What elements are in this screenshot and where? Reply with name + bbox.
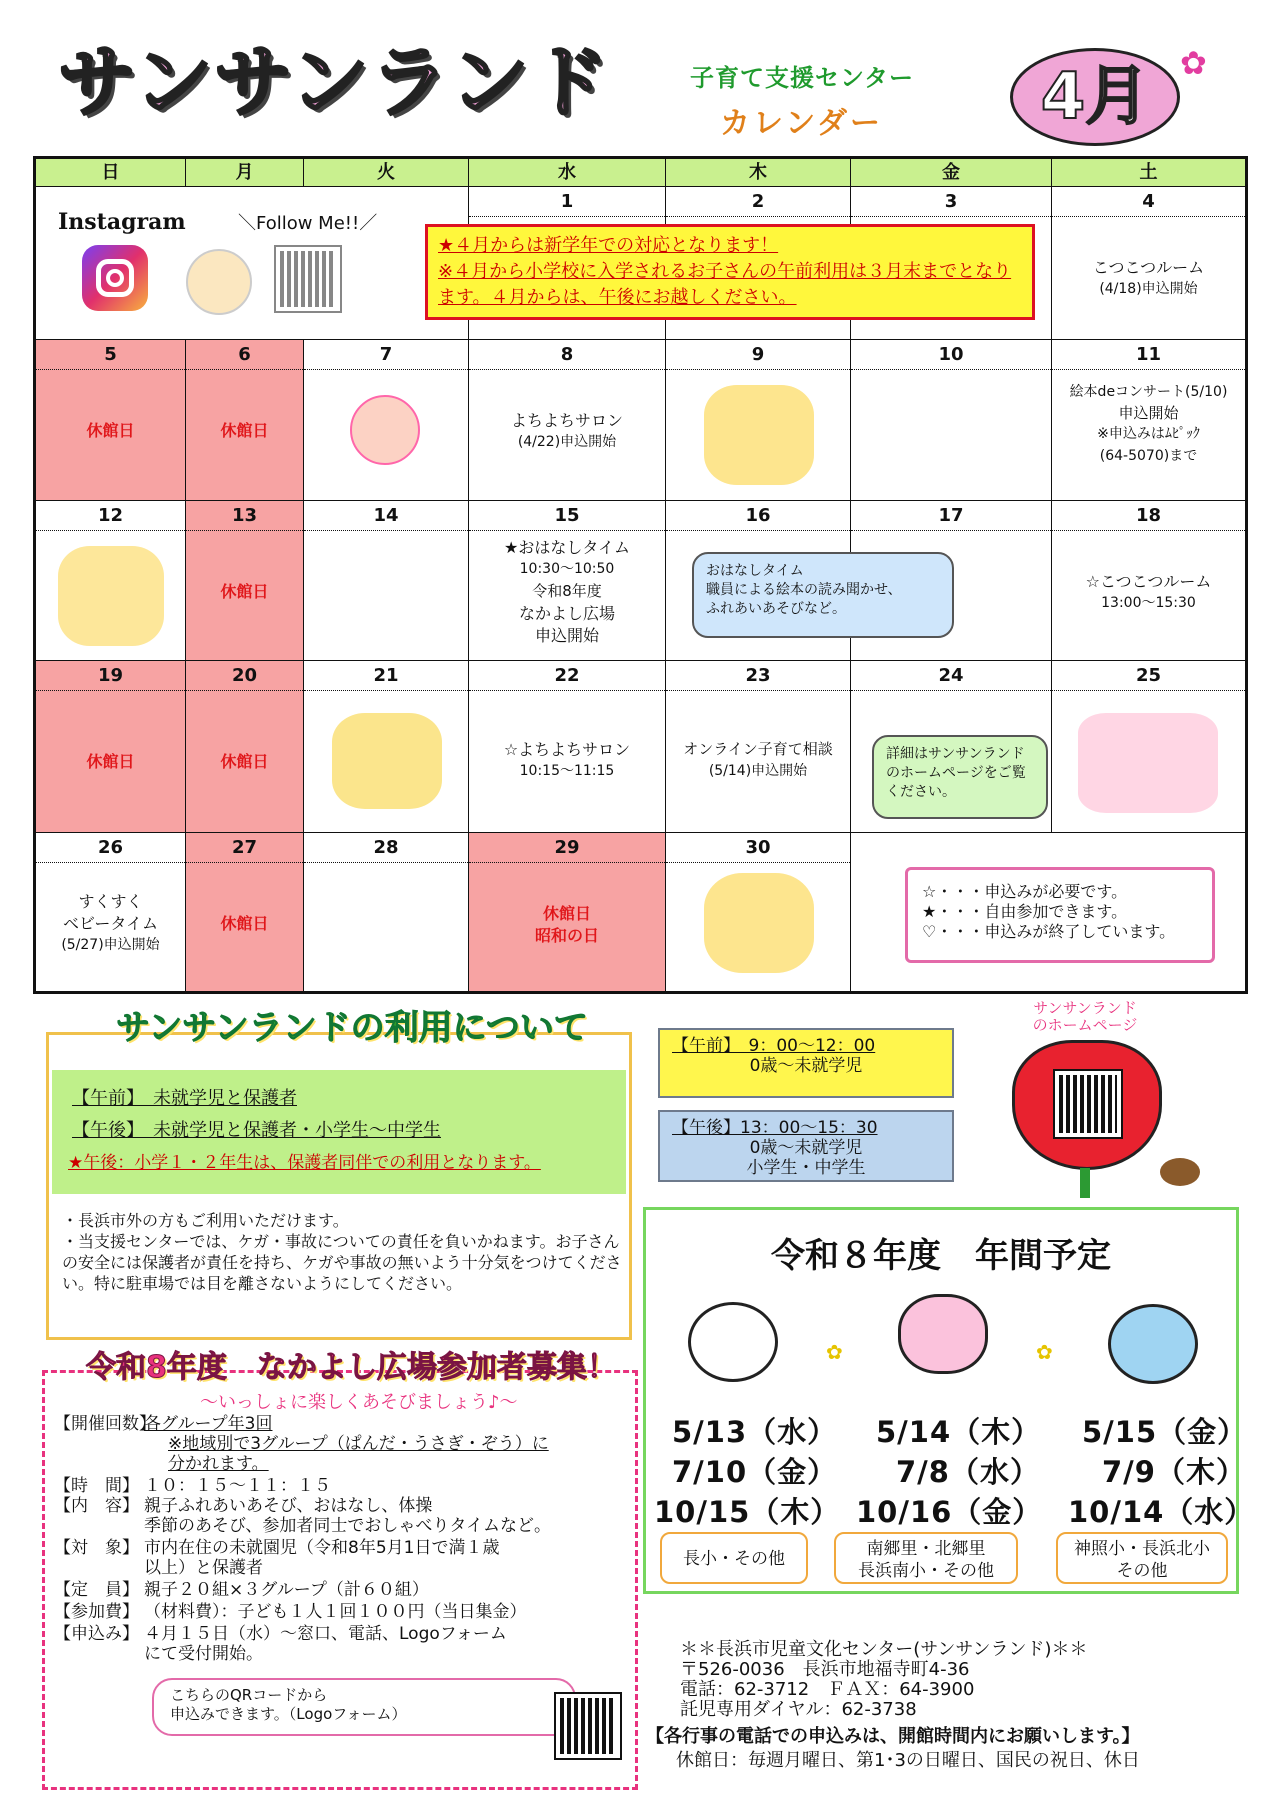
elephant-area (1056, 1532, 1228, 1584)
details-bubble (872, 735, 1048, 819)
recruit-key: 【開催回数】 (54, 1414, 156, 1434)
legend-item: ♡・・・申込みが終了しています。 (922, 922, 1176, 941)
day-cell-6 (186, 340, 304, 501)
subtitle-calendar: カレンダー (720, 106, 884, 141)
logo-form-qr-code[interactable] (556, 1694, 620, 1758)
day-cell-14 (304, 501, 469, 661)
event-text: ベビータイム (62, 914, 159, 933)
homepage-label-line: のホームページ (1032, 1016, 1138, 1034)
usage-title: サンサンランドの利用について (116, 1008, 588, 1048)
am-hours-box (658, 1028, 954, 1098)
event-text: なかよし広場 (518, 604, 615, 623)
page-title: サンサンランド (58, 38, 611, 128)
day-number: 3 (851, 187, 1051, 217)
bubble-text: おはなしタイム (706, 563, 804, 579)
day-cell-15 (469, 501, 666, 661)
footer-line: 託児専用ダイヤル：62-3738 (680, 1699, 917, 1720)
mascot-image (186, 249, 252, 315)
event-text: (64-5070)まで (1099, 448, 1198, 464)
event-text: 令和8年度 (532, 582, 602, 600)
panda-area: 長小・その他 (660, 1532, 808, 1584)
recruit-title: 令和8年度 なかよし広場参加者募集！ (86, 1350, 617, 1385)
event-text: すくすく (78, 892, 143, 911)
tulip-icon: ✿ (1036, 1340, 1053, 1364)
pm-hours-label: 【午後】13：00～15：30 (672, 1118, 878, 1138)
day-cell-10 (851, 340, 1052, 501)
weekday-tue: 火 (304, 159, 469, 187)
recruit-key: 【内 容】 (54, 1496, 139, 1516)
day-cell-23 (666, 661, 851, 833)
day-number: 21 (304, 661, 468, 691)
event-text: よちよちサロン (510, 411, 623, 430)
event-text: ※申込みはﾑﾋﾟｯｸ (1097, 426, 1200, 442)
day-number: 19 (36, 661, 185, 691)
day-number: 16 (666, 501, 850, 531)
day-number: 6 (186, 340, 303, 370)
usage-bullet: ・長浜市外の方もご利用いただけます。 (62, 1211, 349, 1230)
recruit-value: 分かれます。 (168, 1454, 269, 1474)
am-hours-target: 0歳～未就学児 (749, 1056, 863, 1076)
day-cell-26 (36, 833, 186, 991)
recruit-key: 【時 間】 (54, 1476, 139, 1496)
bear-arch-illustration (704, 873, 814, 973)
day-number: 11 (1052, 340, 1245, 370)
instagram-icon[interactable] (82, 245, 148, 311)
area-line: 長浜南小・その他 (858, 1561, 994, 1581)
day-number: 9 (666, 340, 850, 370)
day-cell-27 (186, 833, 304, 991)
weekday-fri: 金 (851, 159, 1052, 187)
recruit-value: １０：１５～１１：１５ (144, 1476, 331, 1496)
annual-title: 令和８年度 年間予定 (771, 1236, 1111, 1276)
recruit-value: ４月１５日（水）～窓口、電話、Logoフォーム (144, 1624, 507, 1644)
notice-box (425, 224, 1035, 320)
elephant-date-2: 7/9（木） (1102, 1455, 1246, 1489)
day-number: 30 (666, 833, 850, 863)
notice-line-1: ★４月からは新学年での対応となります！ (438, 235, 779, 256)
elephant-date-3: 10/14（水） (1068, 1495, 1255, 1529)
closed-label: 休館日 (86, 752, 135, 771)
pm-hours-target: 小学生・中学生 (746, 1158, 866, 1178)
area-line: その他 (1116, 1561, 1168, 1581)
recruit-key: 【申込み】 (54, 1624, 139, 1644)
bubble-text: ふれあいあそびなど。 (706, 601, 846, 617)
day-number: 20 (186, 661, 303, 691)
area-line: 神照小・長浜北小 (1074, 1539, 1210, 1559)
day-cell-20 (186, 661, 304, 833)
mole-illustration (1160, 1158, 1200, 1186)
day-number: 4 (1052, 187, 1245, 217)
usage-notes (62, 1210, 622, 1294)
event-text: こつこつルーム (1092, 258, 1205, 277)
usage-am: 【午前】 未就学児と保護者 (72, 1088, 297, 1109)
day-number: 28 (304, 833, 468, 863)
follow-label: ＼Follow Me!!／ (238, 213, 378, 234)
kittens-flowers-illustration (332, 713, 442, 809)
rabbit-area (834, 1532, 1018, 1584)
event-text: (5/27)申込開始 (61, 937, 160, 953)
footer-notice: 【各行事の電話での申込みは、開館時間内にお願いします。】 (646, 1726, 1140, 1747)
event-text: 申込開始 (1118, 404, 1179, 422)
day-cell-4 (1052, 187, 1245, 340)
event-text: 10:15～11:15 (519, 763, 615, 779)
footer-line: 〒526-0036 長浜市地福寺町4-36 (680, 1659, 970, 1680)
homepage-label-line: サンサンランド (1033, 999, 1137, 1017)
day-number: 18 (1052, 501, 1245, 531)
pm-hours-box (658, 1110, 954, 1182)
tulip-stem (1080, 1168, 1090, 1198)
cats-bouquet-illustration (58, 546, 164, 646)
footer-line: 電話：62-3712 ＦＡＸ：64-3900 (680, 1679, 975, 1700)
day-cell-12 (36, 501, 186, 661)
day-number: 26 (36, 833, 185, 863)
recruit-value: 親子２０組×３グループ（計６０組） (144, 1580, 429, 1600)
recruit-value: （材料費）：子ども１人１回１００円（当日集金） (144, 1602, 527, 1622)
day-cell-7 (304, 340, 469, 501)
event-text: ☆こつこつルーム (1085, 572, 1212, 591)
closed-label: 休館日 (542, 904, 591, 923)
legend-box (905, 867, 1215, 963)
recruit-value: 以上）と保護者 (144, 1558, 263, 1578)
baby-illustration (350, 395, 420, 465)
rabbit-icon (898, 1294, 988, 1374)
instagram-label: Instagram (58, 209, 186, 235)
qr-note-text: 申込みできます。（Logoフォーム） (170, 1705, 407, 1723)
event-text: (5/14)申込開始 (708, 763, 808, 779)
weekday-sat: 土 (1052, 159, 1245, 187)
event-text: 申込開始 (534, 626, 599, 645)
social-cell (36, 187, 469, 340)
event-text: 10:30～10:50 (519, 561, 615, 577)
closed-label: 休館日 (220, 914, 269, 933)
day-number: 10 (851, 340, 1051, 370)
rabbit-date-2: 7/8（水） (896, 1455, 1040, 1489)
panda-date-1: 5/13（水） (672, 1415, 838, 1449)
day-number: 22 (469, 661, 665, 691)
bubble-text: のホームページをご覧 (886, 765, 1026, 781)
event-text: ★おはなしタイム (503, 538, 631, 557)
day-cell-5 (36, 340, 186, 501)
month-badge: 4月 (1010, 48, 1180, 146)
closed-label: 休館日 (86, 421, 135, 440)
recruit-key: 【対 象】 (54, 1538, 139, 1558)
event-text: オンライン子育て相談 (683, 740, 833, 758)
panda-date-3: 10/15（木） (654, 1495, 841, 1529)
day-cell-25 (1052, 661, 1245, 833)
subtitle-center: 子育て支援センター (690, 64, 915, 92)
panda-date-2: 7/10（金） (672, 1455, 838, 1489)
homepage-label (1010, 1000, 1160, 1034)
footer-contact (680, 1640, 1088, 1720)
weekday-sun: 日 (36, 159, 186, 187)
day-number: 29 (469, 833, 665, 863)
day-cell-13 (186, 501, 304, 661)
storytime-bubble (692, 552, 954, 638)
event-text: 絵本deコンサート(5/10) (1069, 384, 1228, 400)
day-cell-19 (36, 661, 186, 833)
day-cell-18 (1052, 501, 1245, 661)
panda-icon (688, 1302, 778, 1382)
am-hours-label: 【午前】 9：00～12：00 (672, 1036, 876, 1056)
bear-tulip-illustration (704, 385, 814, 485)
day-cell-29 (469, 833, 666, 991)
legend-item: ★・・・自由参加できます。 (922, 902, 1128, 921)
recruit-subtitle: ～いっしょに楽しくあそびましょう♪～ (200, 1392, 518, 1413)
weekday-thu: 木 (666, 159, 851, 187)
day-number: 23 (666, 661, 850, 691)
event-text: (4/18)申込開始 (1099, 281, 1198, 297)
closed-label: 休館日 (220, 582, 269, 601)
holiday-label: 昭和の日 (534, 926, 599, 945)
day-cell-8 (469, 340, 666, 501)
day-number: 7 (304, 340, 468, 370)
weekday-mon: 月 (186, 159, 304, 187)
recruit-value: 市内在住の未就園児（令和8年5月1日で満１歳 (144, 1538, 500, 1558)
day-number: 25 (1052, 661, 1245, 691)
bubble-text: ください。 (886, 784, 956, 800)
event-text: 13:00～15:30 (1101, 595, 1196, 611)
footer-line: ＊＊長浜市児童文化センター(サンサンランド)＊＊ (680, 1639, 1088, 1660)
day-cell-22 (469, 661, 666, 833)
recruit-value: 各グループ年3回 (144, 1414, 273, 1434)
closed-label: 休館日 (220, 421, 269, 440)
day-cell-30 (666, 833, 851, 991)
qr-note (152, 1678, 576, 1736)
event-text: ☆よちよちサロン (503, 740, 631, 759)
day-number: 15 (469, 501, 665, 531)
day-number: 12 (36, 501, 185, 531)
usage-bullet: ・当支援センターでは、ケガ・事故についての責任を負いかねます。お子さんの安全には保護者が責任を持ち、ケガや事故の無いよう十分気をつけてください。特に駐車場では目を離さないようにしてください。 (62, 1232, 622, 1293)
day-number: 1 (469, 187, 665, 217)
day-cell-28 (304, 833, 469, 991)
day-number: 13 (186, 501, 303, 531)
day-number: 17 (851, 501, 1051, 531)
elephant-icon (1108, 1304, 1198, 1384)
notice-line-2: ※４月から小学校に入学されるお子さんの午前利用は３月末までとなります。４月からは、午後にお越しください。 (438, 261, 1012, 308)
bubble-text: 職員による絵本の読み聞かせ、 (706, 582, 902, 598)
recruit-value: 季節のあそび、参加者同士でおしゃべりタイムなど。 (144, 1516, 551, 1536)
recruit-value: にて受付開始。 (144, 1644, 263, 1664)
day-number: 14 (304, 501, 468, 531)
closed-label: 休館日 (220, 752, 269, 771)
day-number: 27 (186, 833, 303, 863)
day-number: 24 (851, 661, 1051, 691)
usage-note: ★午後：小学１・２年生は、保護者同伴での利用となります。 (68, 1153, 541, 1173)
day-number: 2 (666, 187, 850, 217)
usage-pm: 【午後】 未就学児と保護者・小学生～中学生 (72, 1120, 441, 1141)
day-cell-11 (1052, 340, 1245, 501)
recruit-key: 【定 員】 (54, 1580, 139, 1600)
footer-closed-days: 休館日：毎週月曜日、第1･3の日曜日、国民の祝日、休日 (676, 1750, 1140, 1771)
area-line: 南郷里・北郷里 (866, 1539, 986, 1559)
train-bunnies-illustration (1078, 713, 1218, 813)
instagram-qr-code[interactable] (276, 247, 340, 311)
rabbit-date-3: 10/16（金） (856, 1495, 1043, 1529)
weekday-wed: 水 (469, 159, 666, 187)
flower-icon: ✿ (1180, 44, 1207, 82)
rabbit-date-1: 5/14（木） (876, 1415, 1042, 1449)
homepage-qr-code[interactable] (1055, 1071, 1121, 1137)
day-number: 8 (469, 340, 665, 370)
pm-hours-target: 0歳～未就学児 (749, 1138, 863, 1158)
qr-note-text: こちらのQRコードから (170, 1686, 328, 1704)
tulip-icon: ✿ (826, 1340, 843, 1364)
elephant-date-1: 5/15（金） (1082, 1415, 1248, 1449)
tulip-illustration (1012, 1040, 1162, 1170)
legend-item: ☆・・・申込みが必要です。 (922, 882, 1128, 901)
event-text: (4/22)申込開始 (517, 434, 617, 450)
day-cell-9 (666, 340, 851, 501)
bubble-text: 詳細はサンサンランド (886, 746, 1025, 762)
recruit-value: 親子ふれあいあそび、おはなし、体操 (144, 1496, 433, 1516)
day-cell-21 (304, 661, 469, 833)
recruit-value: ※地域別で3グループ（ぱんだ・うさぎ・ぞう）に (168, 1434, 549, 1454)
day-number: 5 (36, 340, 185, 370)
recruit-key: 【参加費】 (54, 1602, 139, 1622)
